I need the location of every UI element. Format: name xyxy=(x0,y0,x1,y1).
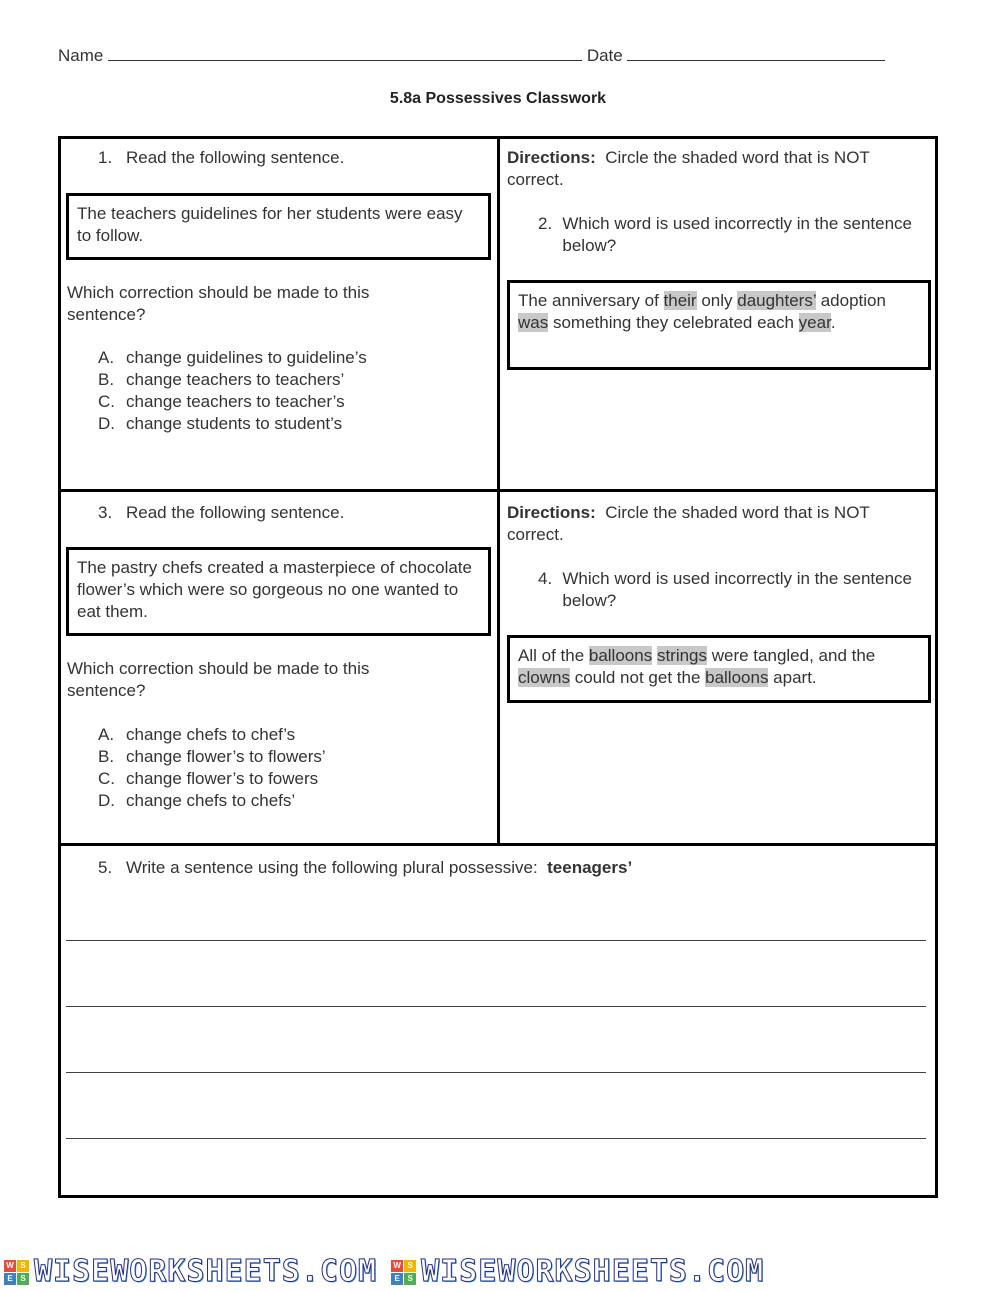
page-title: 5.8a Possessives Classwork xyxy=(389,90,607,107)
q4-sentence-box: All of the balloons strings were tangled, and the clowns could not get the balloons apart. xyxy=(507,635,931,703)
q1-option-d[interactable]: D. change students to student’s xyxy=(98,414,343,433)
q3-question: Which correction should be made to this sentence? xyxy=(67,659,370,700)
answer-line-3[interactable] xyxy=(66,1072,926,1073)
q2-sentence-box: The anniversary of their only daughters’ adoption was something they celebrated each year. xyxy=(507,280,931,370)
q1-option-a[interactable]: A. change guidelines to guideline’s xyxy=(98,348,367,367)
answer-line-4[interactable] xyxy=(66,1138,926,1139)
name-date-line xyxy=(58,44,885,66)
q3-option-a[interactable]: A. change chefs to chef’s xyxy=(98,725,296,744)
row-divider-1 xyxy=(58,489,938,492)
logo-icon: W S E S xyxy=(391,1260,417,1286)
q3-option-d[interactable]: D. change chefs to chefs’ xyxy=(98,791,296,810)
q4-shaded-word-1[interactable]: balloons xyxy=(588,646,653,665)
q3-sentence-box: The pastry chefs created a masterpiece of chocolate flower’s which were so gorgeous no one wanted to eat them. xyxy=(66,547,491,636)
name-label: Name xyxy=(58,46,104,65)
q2-shaded-word-4[interactable]: year xyxy=(798,313,831,332)
q3-prompt: 3. Read the following sentence. xyxy=(98,503,345,522)
q1-sentence-box: The teachers guidelines for her students were easy to follow. xyxy=(66,193,491,260)
q2-directions: Directions: Circle the shaded word that is NOT correct. xyxy=(507,148,870,189)
q1-option-c[interactable]: C. change teachers to teacher’s xyxy=(98,392,345,411)
q4-directions: Directions: Circle the shaded word that is NOT correct. xyxy=(507,503,870,544)
q1-prompt: 1. Read the following sentence. xyxy=(98,148,345,167)
q2-question: 2. Which word is used incorrectly in the sentence below? xyxy=(538,214,912,255)
q4-shaded-word-3[interactable]: clowns xyxy=(518,668,570,687)
q1-options xyxy=(98,347,367,435)
q4-shaded-word-4[interactable]: balloons xyxy=(705,668,769,687)
answer-line-1[interactable] xyxy=(66,940,926,941)
q3-option-c[interactable]: C. change flower’s to fowers xyxy=(98,769,319,788)
q5-prompt: 5. Write a sentence using the following plural possessive: teenagers’ xyxy=(98,858,633,877)
name-blank[interactable] xyxy=(108,44,582,61)
q2-shaded-word-3[interactable]: was xyxy=(518,313,549,332)
q1-option-b[interactable]: B. change teachers to teachers’ xyxy=(98,370,345,389)
q1-question: Which correction should be made to this sentence? xyxy=(67,283,370,324)
q3-options xyxy=(98,724,326,812)
q4-question: 4. Which word is used incorrectly in the sentence below? xyxy=(538,569,912,610)
q5-word: teenagers’ xyxy=(547,858,633,877)
q2-shaded-word-1[interactable]: their xyxy=(663,291,697,310)
logo-icon: W S E S xyxy=(4,1260,30,1286)
q3-option-b[interactable]: B. change flower’s to flowers’ xyxy=(98,747,326,766)
date-label: Date xyxy=(586,46,623,65)
answer-line-2[interactable] xyxy=(66,1006,926,1007)
q2-shaded-word-2[interactable]: daughters’ xyxy=(737,291,816,310)
watermark-footer xyxy=(0,1254,1000,1291)
row-divider-2 xyxy=(58,843,938,846)
q4-shaded-word-2[interactable]: strings xyxy=(656,646,708,665)
watermark-text: WISEWORKSHEETS.COM xyxy=(34,1254,378,1289)
watermark-text: WISEWORKSHEETS.COM xyxy=(421,1254,765,1289)
date-blank[interactable] xyxy=(627,44,885,61)
